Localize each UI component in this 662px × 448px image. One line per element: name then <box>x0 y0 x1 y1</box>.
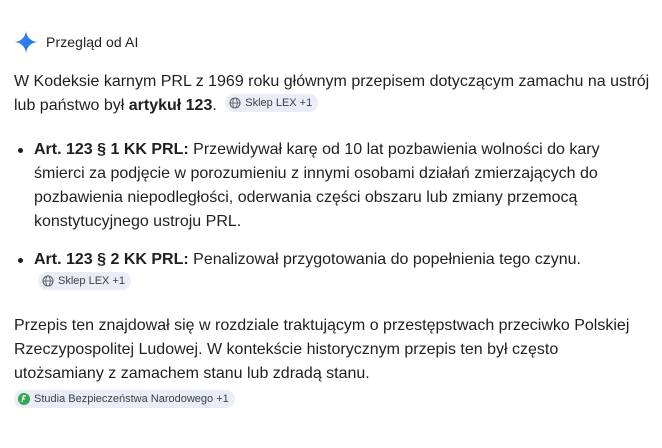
list-item <box>14 138 650 234</box>
bullet-list <box>14 138 650 296</box>
globe-icon <box>42 275 54 287</box>
bullet-text: Penalizował przygotowania do popełnienia tego czynu. <box>188 251 581 268</box>
closing-text: Przepis ten znajdował się w rozdziale traktującym o przestępstwach przeciwko Polskiej Rzeczypospolitej Ludowej. W kontekście historycznym przepis ten był często utożsamiany z zamachem stanu lub zdradą stanu. <box>14 317 630 382</box>
globe-icon <box>229 97 241 109</box>
gemini-sparkle-icon <box>14 30 38 54</box>
intro-text: W Kodeksie karnym PRL z 1969 roku głównym przepisem dotyczącym zamachu na ustrój lub państwo był <box>14 73 650 114</box>
bullet-heading: Art. 123 § 2 KK PRL: <box>34 251 189 268</box>
source-chip-label: Sklep LEX +1 <box>245 97 313 109</box>
source-chip-studia-bezpieczenstwa[interactable] <box>14 390 235 408</box>
closing-paragraph <box>14 314 650 414</box>
list-item <box>14 248 650 296</box>
source-chip-sklep-lex[interactable] <box>225 94 318 112</box>
intro-text-end: . <box>212 97 217 114</box>
source-chip-label: Studia Bezpieczeństwa Narodowego +1 <box>34 393 229 405</box>
studia-bezpieczenstwa-logo-icon <box>18 393 30 405</box>
source-chip-label: Sklep LEX +1 <box>58 275 125 287</box>
intro-bold-article: artykuł 123 <box>128 97 213 114</box>
source-chip-sklep-lex[interactable] <box>38 272 131 290</box>
ai-overview-title: Przegląd od AI <box>46 34 139 50</box>
ai-overview-content <box>14 70 650 414</box>
bullet-text: Przewidywał karę od 10 lat pozbawienia wolności do kary śmierci za podjęcie w porozumieniu z innymi osobami działań zmierzających do pozbawienia niepodległości, oderwania części obszaru lub zmiany przemocą konstytucyjnego ustroju PRL. <box>34 141 600 230</box>
ai-overview-header <box>14 30 138 54</box>
intro-paragraph <box>14 70 650 118</box>
bullet-heading: Art. 123 § 1 KK PRL: <box>34 141 189 158</box>
